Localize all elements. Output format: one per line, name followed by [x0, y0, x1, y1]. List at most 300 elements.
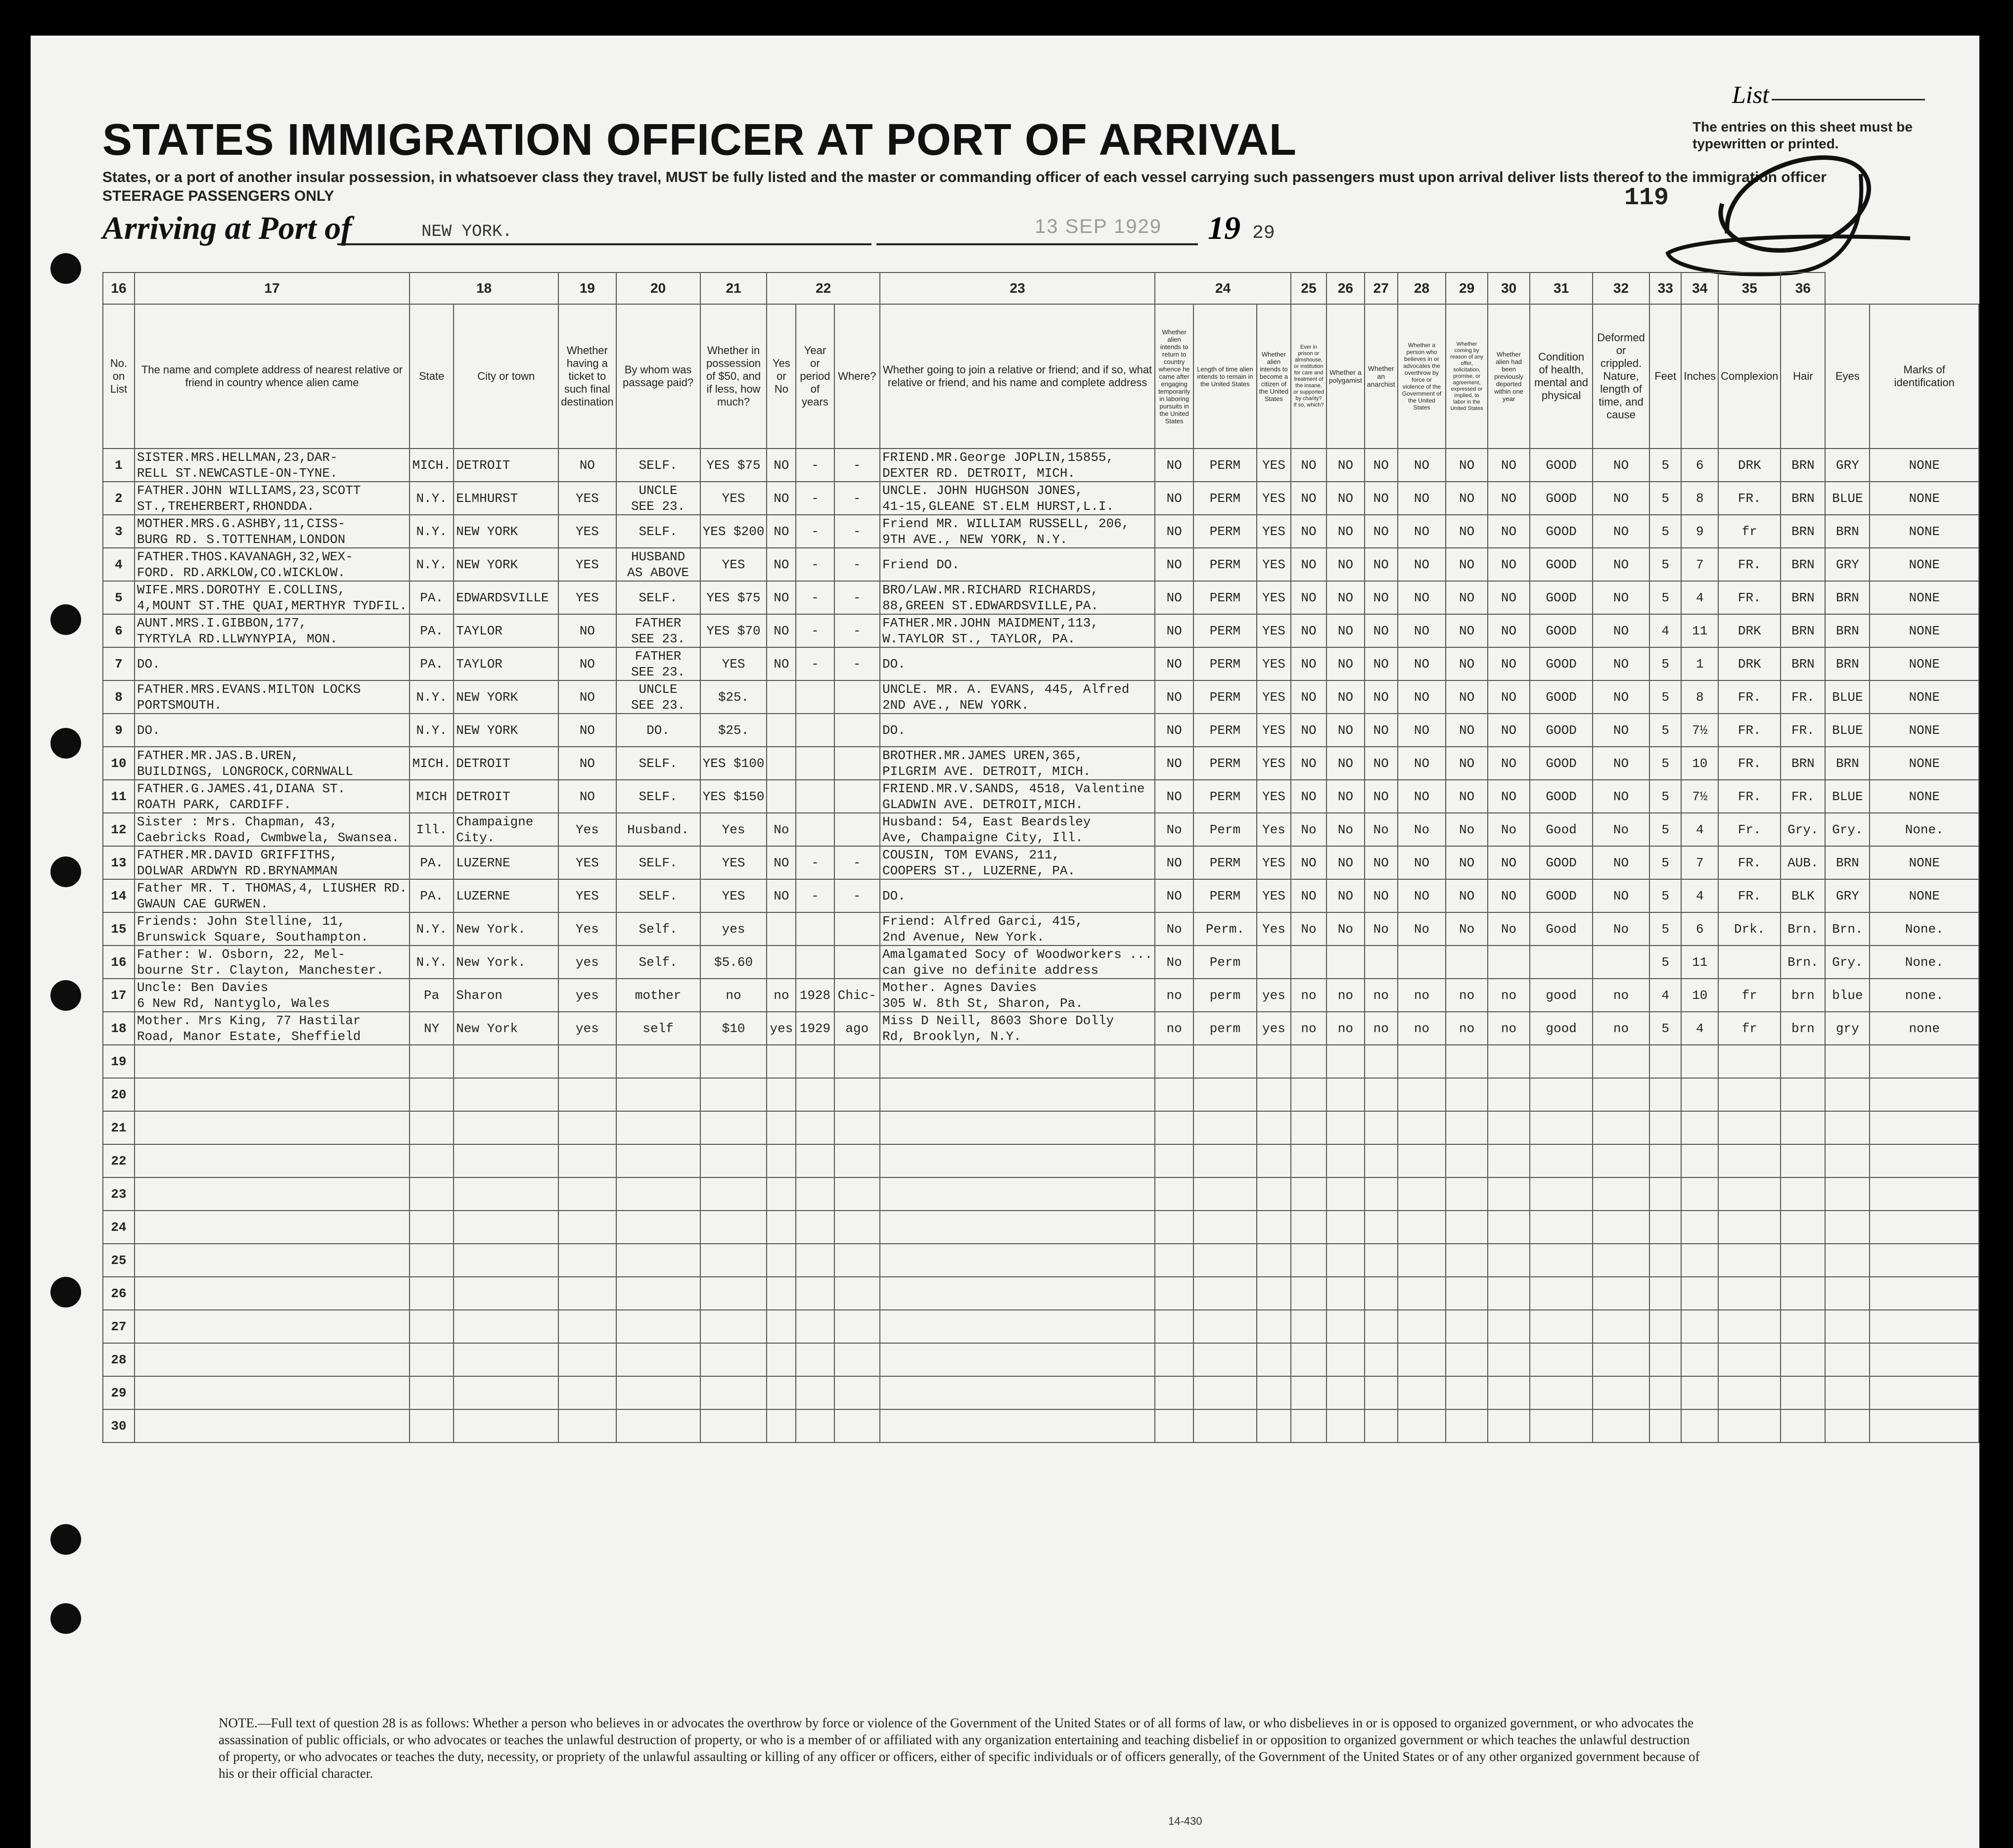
marks-cell [1870, 1111, 1979, 1144]
row-number [103, 1177, 135, 1211]
purpose-length-cell [1193, 1078, 1257, 1111]
before-cell [767, 449, 796, 482]
money-cell [700, 1244, 767, 1277]
deformed-cell-text: NO [1613, 855, 1629, 870]
purpose-return-cell [1155, 581, 1193, 614]
purpose-citizen-cell-text: Yes [1262, 921, 1285, 937]
polygamist-cell-text: No [1337, 921, 1353, 937]
q28-cell [1398, 813, 1446, 846]
deformed-cell [1593, 1177, 1649, 1211]
marks-cell [1870, 581, 1979, 614]
prison-cell [1291, 680, 1327, 714]
row-number-text: 12 [111, 822, 127, 837]
feet-cell [1649, 449, 1681, 482]
q29-cell [1446, 548, 1487, 581]
marks-cell [1870, 680, 1979, 714]
complexion-cell-text: FR. [1738, 855, 1761, 870]
row-number-text: 22 [111, 1153, 127, 1169]
arriving-label: Arriving at Port of [102, 210, 352, 246]
anarchist-cell-text: No [1373, 921, 1389, 937]
hair-cell [1781, 780, 1825, 813]
marks-cell [1870, 1078, 1979, 1111]
polygamist-cell [1327, 614, 1365, 647]
complexion-cell [1718, 1376, 1781, 1409]
state-cell [410, 449, 454, 482]
before-cell [767, 780, 796, 813]
before-cell [767, 1277, 796, 1310]
money-cell [700, 1376, 767, 1409]
purpose-return-cell-text: no [1166, 1021, 1182, 1036]
inches-cell [1681, 1211, 1718, 1244]
relative-cell [135, 449, 410, 482]
city-cell-text: TAYLOR [456, 623, 503, 638]
where-cell-text: - [853, 557, 861, 572]
relative-cell [135, 747, 410, 780]
q29-cell-text: NO [1459, 524, 1475, 539]
header-hair: Hair [1781, 304, 1825, 449]
col-num: 24 [1155, 272, 1291, 304]
inches-cell [1681, 1111, 1718, 1144]
ticket-cell [558, 1310, 616, 1343]
inches-cell [1681, 1376, 1718, 1409]
hair-cell [1781, 813, 1825, 846]
binder-hole [50, 856, 81, 887]
city-cell [454, 581, 558, 614]
eyes-cell [1825, 979, 1870, 1012]
paid-by-cell [616, 1310, 700, 1343]
deformed-cell [1593, 1012, 1649, 1045]
purpose-citizen-cell-text: YES [1262, 756, 1285, 771]
purpose-length-cell [1193, 813, 1257, 846]
deformed-cell [1593, 714, 1649, 747]
column-number-row [103, 272, 1979, 304]
inches-cell [1681, 449, 1718, 482]
health-cell [1530, 1012, 1593, 1045]
join-cell-text: Friend DO. [882, 557, 960, 572]
inches-cell [1681, 1244, 1718, 1277]
q29-cell [1446, 614, 1487, 647]
marks-cell [1870, 515, 1979, 548]
inches-cell [1681, 680, 1718, 714]
purpose-return-cell-text: NO [1166, 623, 1182, 638]
q28-cell [1398, 946, 1446, 979]
purpose-return-cell [1155, 1078, 1193, 1111]
purpose-length-cell [1193, 780, 1257, 813]
inches-cell-text: 11 [1692, 623, 1708, 638]
q30-cell [1488, 1211, 1530, 1244]
q28-cell [1398, 747, 1446, 780]
sheet-number: 119 [1624, 184, 1669, 212]
table-row [103, 747, 1979, 780]
hair-cell [1781, 482, 1825, 515]
inches-cell-text: 4 [1695, 822, 1704, 837]
deformed-cell-text: NO [1613, 623, 1629, 638]
before-cell [767, 1078, 796, 1111]
header-polygamist: Whether a polygamist [1327, 304, 1365, 449]
eyes-cell-text: BRN [1836, 623, 1859, 638]
q29-cell-text: NO [1459, 888, 1475, 903]
row-number-text: 1 [115, 457, 123, 473]
marks-cell-text: NONE [1909, 557, 1940, 572]
polygamist-cell [1327, 1211, 1365, 1244]
polygamist-cell [1327, 1111, 1365, 1144]
period-cell [796, 1310, 834, 1343]
purpose-length-cell [1193, 1310, 1257, 1343]
hair-cell-text: BRN [1791, 623, 1815, 638]
period-cell [796, 1177, 834, 1211]
where-cell [834, 879, 880, 912]
purpose-length-cell-text: PERM [1209, 789, 1241, 804]
marks-cell [1870, 548, 1979, 581]
before-cell-text: NO [774, 623, 789, 638]
where-cell-text: - [853, 656, 861, 672]
q29-cell [1446, 1111, 1487, 1144]
state-cell [410, 1277, 454, 1310]
health-cell-text: GOOD [1546, 557, 1577, 572]
anarchist-cell [1365, 1211, 1398, 1244]
health-cell [1530, 581, 1593, 614]
purpose-length-cell [1193, 1045, 1257, 1078]
q30-cell [1488, 1409, 1530, 1442]
purpose-return-cell [1155, 1177, 1193, 1211]
period-cell-text: - [811, 623, 819, 638]
column-header-row [103, 304, 1979, 449]
q30-cell [1488, 879, 1530, 912]
prison-cell [1291, 879, 1327, 912]
eyes-cell-text: Brn. [1832, 921, 1863, 937]
q29-cell-text: NO [1459, 756, 1475, 771]
join-cell [880, 1177, 1155, 1211]
hair-cell-text: BRN [1791, 656, 1815, 672]
row-number-text: 14 [111, 888, 127, 903]
period-cell [796, 1211, 834, 1244]
purpose-length-cell-text: Perm. [1205, 921, 1244, 937]
join-cell [880, 813, 1155, 846]
hair-cell [1781, 1012, 1825, 1045]
anarchist-cell [1365, 1078, 1398, 1111]
anarchist-cell [1365, 1177, 1398, 1211]
polygamist-cell-text: NO [1337, 457, 1353, 473]
table-row [103, 1012, 1979, 1045]
city-cell [454, 680, 558, 714]
hair-cell [1781, 647, 1825, 680]
period-cell-text: - [811, 855, 819, 870]
feet-cell [1649, 680, 1681, 714]
complexion-cell [1718, 515, 1781, 548]
paid-by-cell-text: Self. [639, 921, 678, 937]
polygamist-cell [1327, 581, 1365, 614]
before-cell [767, 1144, 796, 1177]
join-cell [880, 482, 1155, 515]
anarchist-cell [1365, 1343, 1398, 1376]
purpose-return-cell [1155, 780, 1193, 813]
q29-cell [1446, 647, 1487, 680]
anarchist-cell-text: NO [1373, 590, 1389, 605]
state-cell [410, 548, 454, 581]
period-cell [796, 979, 834, 1012]
polygamist-cell [1327, 1244, 1365, 1277]
row-number [103, 1111, 135, 1144]
eyes-cell [1825, 813, 1870, 846]
relative-cell-text: FATHER.G.JAMES.41,DIANA ST. ROATH PARK, CARDIFF. [137, 781, 346, 812]
complexion-cell [1718, 581, 1781, 614]
period-cell [796, 482, 834, 515]
table-row [103, 979, 1979, 1012]
purpose-return-cell [1155, 515, 1193, 548]
city-cell [454, 1343, 558, 1376]
q30-cell [1488, 813, 1530, 846]
anarchist-cell [1365, 879, 1398, 912]
marks-cell-text: NONE [1909, 457, 1940, 473]
q30-cell-text: NO [1501, 623, 1517, 638]
state-cell-text: MICH [416, 789, 447, 804]
marks-cell [1870, 449, 1979, 482]
marks-cell [1870, 747, 1979, 780]
purpose-length-cell-text: PERM [1209, 888, 1241, 903]
eyes-cell [1825, 1045, 1870, 1078]
q30-cell-text: NO [1501, 855, 1517, 870]
purpose-return-cell [1155, 449, 1193, 482]
q29-cell-text: NO [1459, 491, 1475, 506]
relative-cell-text: SISTER.MRS.HELLMAN,23,DAR- RELL ST.NEWCASTLE-ON-TYNE. [137, 450, 338, 481]
paid-by-cell [616, 813, 700, 846]
col-num: 34 [1681, 272, 1718, 304]
hair-cell [1781, 1045, 1825, 1078]
join-cell [880, 614, 1155, 647]
q29-cell-text: NO [1459, 789, 1475, 804]
money-cell-text: $10 [722, 1021, 745, 1036]
complexion-cell-text: DRK [1738, 656, 1761, 672]
polygamist-cell-text: NO [1337, 689, 1353, 705]
q30-cell [1488, 1012, 1530, 1045]
q28-cell [1398, 979, 1446, 1012]
row-number [103, 1244, 135, 1277]
ticket-cell [558, 1409, 616, 1442]
state-cell-text: N.Y. [416, 722, 447, 738]
city-cell [454, 647, 558, 680]
money-cell-text: YES [722, 491, 745, 506]
ticket-cell [558, 614, 616, 647]
polygamist-cell-text: NO [1337, 656, 1353, 672]
q29-cell-text: no [1459, 988, 1475, 1003]
relative-cell [135, 1012, 410, 1045]
money-cell [700, 912, 767, 946]
period-cell-text: - [811, 524, 819, 539]
eyes-cell [1825, 614, 1870, 647]
city-cell [454, 1277, 558, 1310]
header-condition: Condition of health, mental and physical [1530, 304, 1593, 449]
hair-cell [1781, 1376, 1825, 1409]
state-cell [410, 1409, 454, 1442]
marks-cell-text: NONE [1909, 524, 1940, 539]
purpose-return-cell-text: NO [1166, 491, 1182, 506]
ticket-cell [558, 581, 616, 614]
join-cell [880, 1310, 1155, 1343]
col-num: 33 [1649, 272, 1681, 304]
paid-by-cell [616, 714, 700, 747]
relative-cell-text: Father: W. Osborn, 22, Mel- bourne Str. Clayton, Manchester. [137, 947, 384, 978]
feet-cell-text: 5 [1661, 921, 1670, 937]
period-cell-text: - [811, 590, 819, 605]
city-cell-text: NEW YORK [456, 722, 518, 738]
table-row [103, 647, 1979, 680]
relative-cell-text: FATHER.MR.DAVID GRIFFITHS, DOLWAR ARDWYN RD.BRYNAMMAN [137, 847, 338, 878]
ticket-cell-text: YES [575, 557, 599, 572]
q30-cell [1488, 680, 1530, 714]
marks-cell-text: NONE [1909, 756, 1940, 771]
row-number [103, 1144, 135, 1177]
period-cell [796, 581, 834, 614]
prison-cell [1291, 1012, 1327, 1045]
before-cell [767, 548, 796, 581]
health-cell [1530, 449, 1593, 482]
header-deformed: Deformed or crippled. Nature, length of time, and cause [1593, 304, 1649, 449]
ticket-cell-text: NO [579, 722, 595, 738]
table-row [103, 1111, 1979, 1144]
inches-cell [1681, 780, 1718, 813]
where-cell [834, 1409, 880, 1442]
state-cell [410, 1177, 454, 1211]
feet-cell-text: 5 [1661, 789, 1670, 804]
where-cell [834, 515, 880, 548]
purpose-return-cell [1155, 1310, 1193, 1343]
where-cell-text: Chic- [837, 988, 876, 1003]
money-cell [700, 548, 767, 581]
purpose-citizen-cell [1257, 1111, 1291, 1144]
header-q29: Whether coming by reason of any offer, solicitation, promise, or agreement, expressed or implied, to labor in the United States [1446, 304, 1487, 449]
feet-cell-text: 4 [1661, 988, 1670, 1003]
passenger-rows [103, 449, 1979, 1442]
hair-cell [1781, 912, 1825, 946]
complexion-cell [1718, 647, 1781, 680]
prison-cell-text: NO [1301, 689, 1317, 705]
money-cell [700, 979, 767, 1012]
where-cell [834, 813, 880, 846]
q28-cell [1398, 714, 1446, 747]
join-cell [880, 515, 1155, 548]
marks-cell [1870, 1144, 1979, 1177]
hair-cell [1781, 946, 1825, 979]
inches-cell-text: 7 [1695, 855, 1704, 870]
complexion-cell-text: FR. [1738, 491, 1761, 506]
row-number-text: 21 [111, 1120, 127, 1135]
hair-cell [1781, 1144, 1825, 1177]
year-value: 29 [1252, 223, 1275, 244]
ticket-cell-text: Yes [575, 921, 599, 937]
polygamist-cell [1327, 780, 1365, 813]
header-yes-no: Yes or No [767, 304, 796, 449]
polygamist-cell-text: No [1337, 822, 1353, 837]
health-cell-text: GOOD [1546, 855, 1577, 870]
relative-cell [135, 1211, 410, 1244]
health-cell [1530, 1144, 1593, 1177]
q28-cell-text: NO [1414, 789, 1430, 804]
city-cell [454, 1144, 558, 1177]
paid-by-cell [616, 946, 700, 979]
header-relative: The name and complete address of nearest relative or friend in country whence alien came [135, 304, 410, 449]
city-cell [454, 846, 558, 879]
city-cell-text: DETROIT [456, 457, 510, 473]
eyes-cell-text: blue [1832, 988, 1863, 1003]
feet-cell [1649, 1078, 1681, 1111]
hair-cell [1781, 449, 1825, 482]
health-cell-text: GOOD [1546, 656, 1577, 672]
table-row [103, 1144, 1979, 1177]
complexion-cell [1718, 1277, 1781, 1310]
inches-cell [1681, 1078, 1718, 1111]
marks-cell-text: NONE [1909, 491, 1940, 506]
anarchist-cell-text: no [1373, 988, 1389, 1003]
join-cell [880, 1078, 1155, 1111]
city-cell [454, 1078, 558, 1111]
money-cell-text: $25. [718, 722, 749, 738]
complexion-cell [1718, 879, 1781, 912]
money-cell-text: yes [722, 921, 745, 937]
purpose-length-cell-text: PERM [1209, 457, 1241, 473]
hair-cell-text: Brn. [1787, 921, 1819, 937]
join-cell [880, 1144, 1155, 1177]
row-number [103, 1409, 135, 1442]
health-cell [1530, 1177, 1593, 1211]
join-cell [880, 1045, 1155, 1078]
complexion-cell [1718, 946, 1781, 979]
feet-cell-text: 4 [1661, 623, 1670, 638]
health-cell [1530, 912, 1593, 946]
relative-cell-text: DO. [137, 722, 160, 738]
prison-cell [1291, 449, 1327, 482]
purpose-length-cell [1193, 1376, 1257, 1409]
purpose-length-cell [1193, 912, 1257, 946]
relative-cell-text: AUNT.MRS.I.GIBBON,177, TYRTYLA RD.LLWYNYPIA, MON. [137, 615, 338, 646]
purpose-citizen-cell [1257, 979, 1291, 1012]
purpose-return-cell [1155, 482, 1193, 515]
purpose-citizen-cell [1257, 1211, 1291, 1244]
purpose-return-cell [1155, 1244, 1193, 1277]
complexion-cell [1718, 813, 1781, 846]
row-number-text: 4 [115, 557, 123, 572]
q30-cell [1488, 515, 1530, 548]
ticket-cell-text: yes [575, 988, 599, 1003]
row-number-text: 9 [115, 722, 123, 738]
purpose-return-cell [1155, 846, 1193, 879]
hair-cell-text: BRN [1791, 524, 1815, 539]
purpose-return-cell [1155, 979, 1193, 1012]
eyes-cell [1825, 1144, 1870, 1177]
inches-cell [1681, 581, 1718, 614]
paid-by-cell [616, 1343, 700, 1376]
feet-cell-text: 5 [1661, 954, 1670, 970]
purpose-citizen-cell-text: YES [1262, 888, 1285, 903]
row-number-text: 24 [111, 1219, 127, 1235]
binder-hole [50, 253, 81, 284]
q30-cell-text: NO [1501, 722, 1517, 738]
hair-cell-text: BRN [1791, 590, 1815, 605]
deformed-cell [1593, 614, 1649, 647]
anarchist-cell-text: NO [1373, 689, 1389, 705]
header-marks: Marks of identification [1870, 304, 1979, 449]
money-cell-text: YES $100 [702, 756, 765, 771]
q28-cell-text: NO [1414, 457, 1430, 473]
eyes-cell-text: BLUE [1832, 491, 1863, 506]
paid-by-cell-text: SELF. [639, 756, 678, 771]
eyes-cell-text: Gry. [1832, 954, 1863, 970]
q30-cell-text: NO [1501, 524, 1517, 539]
where-cell [834, 846, 880, 879]
row-number [103, 680, 135, 714]
deformed-cell [1593, 846, 1649, 879]
city-cell-text: DETROIT [456, 756, 510, 771]
deformed-cell [1593, 912, 1649, 946]
